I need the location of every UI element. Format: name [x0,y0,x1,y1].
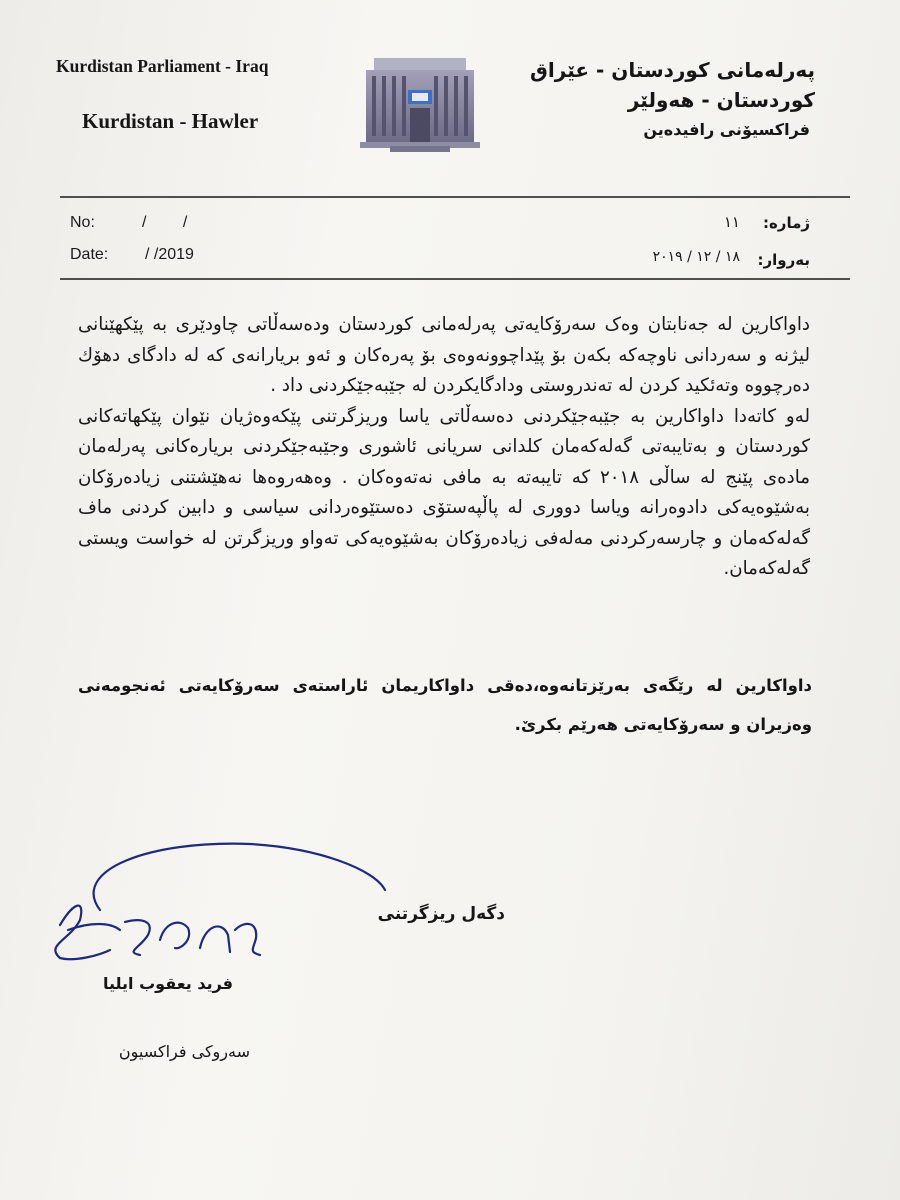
header-divider [60,196,850,198]
kurdish-date-label: بەروار: [757,251,810,269]
kurdish-number-label: ژمارە: [762,214,810,232]
body-paragraph-1: داواكارین لە جەنابتان وەک سەرۆكایەتی پەرلەمانی كوردستان ودەسەڵاتی چاودێری بە پێكهێنانی لیژنە و سەردانی ناوچەكە بكەن بۆ پێداچوونەوەی بۆ پەرەكان و ئەو بریارانەی كە لە دادگای دهۆك دەرچووە وتەئكید كردن لە تەندروستی ودادگایكردن لە جێبەجێكردنی داد . [78,314,810,396]
english-number-value: / / [142,214,204,231]
signer-name: فرید یعقوب ایلیا [102,974,233,993]
signer-title: سەروكی فراكسیون [118,1042,250,1061]
english-number-label: No: [70,214,95,231]
kurdish-city-name: كوردستان - هەولێر [627,88,815,112]
handwritten-signature-icon [30,830,390,970]
english-date-value: / /2019 [145,246,194,263]
closing-regards: دگەل ریزگرتنی [377,904,505,924]
english-city-name: Kurdistan - Hawler [82,109,259,133]
english-parliament-name: Kurdistan Parliament - Iraq [56,56,269,76]
kurdish-faction-name: فراكسیۆنی رافیدەین [643,120,810,139]
english-date-label: Date: [70,246,109,263]
letter-body [78,310,810,585]
reference-divider [60,278,850,280]
request-paragraph: داواكارین لە رێگەی بەرێزتانەوە،دەقی داواكاریمان ئاراستەی سەرۆكایەتی ئەنجومەنی وەزیران و سەرۆكایەتی هەرێم بكرێ. [78,676,812,734]
body-paragraph-2: لەو كاتەدا داواكارین بە جێبەجێكردنی دەسەڵاتی یاسا وریزگرتنی پێكەوەژیان نێوان پێكهاتەكانی كوردستان و بەتایبەتی گەلەكەمان كلدانی سریانی ئاشوری وجێبەجێكردنی بریارەكانی پەرلەمان مادەی پێنج لە ساڵی ٢٠١٨ كە تایبەتە بە مافی نەتەوەكان . وەهەروەها نەهێشتنی زیادەرۆكان بەشێوەیەكی دادوەرانە ویاسا دووری لە پاڵپەستۆی دەستێوەردانی سیاسی و دابین كردنی ماف گەلەكەمان و چارسەركردنی مەلەفی زیادەرۆكان بەشێوەیەكی تەواو وریزگرتن لە خواست ویستی گەلەكەمان. [78,405,811,579]
kurdish-number-value: ١١ [723,213,740,231]
parliament-building-emblem-icon [360,48,480,152]
kurdish-date-value: ١٨ / ١٢ / ٢٠١٩ [652,249,740,265]
kurdish-parliament-name: پەرلەمانی كوردستان - عێراق [530,58,815,82]
